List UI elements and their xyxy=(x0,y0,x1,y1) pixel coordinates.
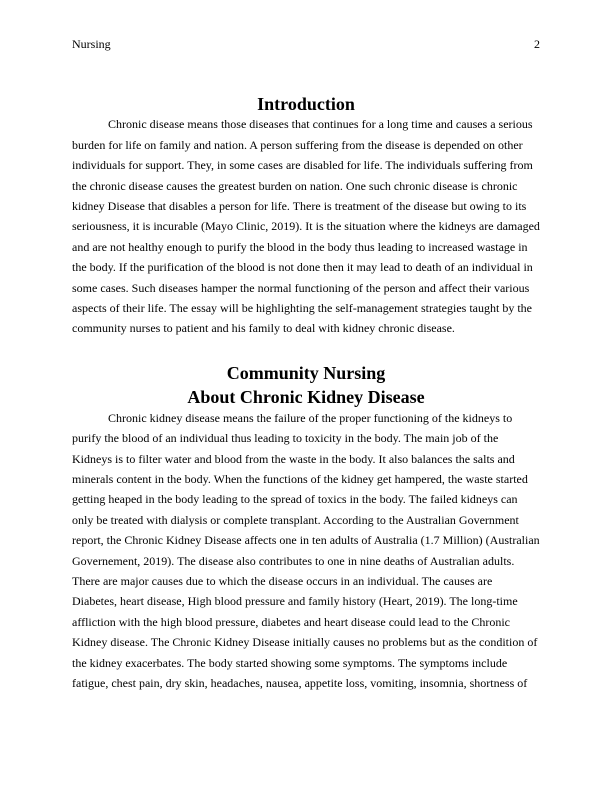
section-spacer xyxy=(72,339,540,363)
ckd-paragraph: Chronic kidney disease means the failure of the proper functioning of the kidneys to purify the blood of an individual thus leading to toxicity in the body. The main job of the Kidneys is to filter water and blood from the waste in the body. It also balances the salts and minerals content in the body. When the functions of the kidney get hampered, the waste started getting heaped in the body leading to the spread of toxics in the body. The failed kidneys can only be treated with dialysis or complete transplant. According to the Australian Government report, the Chronic Kidney Disease affects one in ten adults of Australia (1.7 Million) (Australian Governement, 2019). The disease also contributes to one in nine deaths of Australian adults. There are major causes due to which the disease occurs in an individual. The causes are Diabetes, heart disease, High blood pressure and family history (Heart, 2019). The long-time affliction with the high blood pressure, diabetes and heart disease could lead to the Chronic Kidney disease. The Chronic Kidney Disease initially causes no problems but as the condition of the kidney exacerbates. The body started showing some symptoms. The symptoms include fatigue, chest pain, dry skin, headaches, nausea, appetite loss, vomiting, insomnia, shortness of xyxy=(72,410,540,690)
page-number: 2 xyxy=(534,37,540,51)
page-header xyxy=(72,36,540,52)
community-nursing-heading: Community Nursing xyxy=(226,362,386,383)
introduction-heading: Introduction xyxy=(257,94,355,114)
document-body xyxy=(72,94,540,693)
ckd-heading: About Chronic Kidney Disease xyxy=(187,387,425,408)
running-title: Nursing xyxy=(72,37,111,51)
introduction-paragraph: Chronic disease means those diseases that continues for a long time and causes a serious burden for life on family and nation. A person suffering from the disease is depended on other individuals for support. They, in some cases are disabled for life. The individuals suffering from the chronic disease causes the greatest burden on nation. One such chronic disease is chronic kidney Disease that disables a person for life. There is treatment of the disease but owing to its seriousness, it is incurable (Mayo Clinic, 2019). It is the situation where the kidneys are damaged and are not healthy enough to purify the blood in the body thus leading to increased wastage in the body. If the purification of the blood is not done then it may lead to death of an individual in some cases. Such diseases hamper the normal functioning of the person and affect their various aspects of their life. The essay will be highlighting the self-management strategies taught by the community nurses to patient and his family to deal with kidney chronic disease. xyxy=(72,117,540,336)
